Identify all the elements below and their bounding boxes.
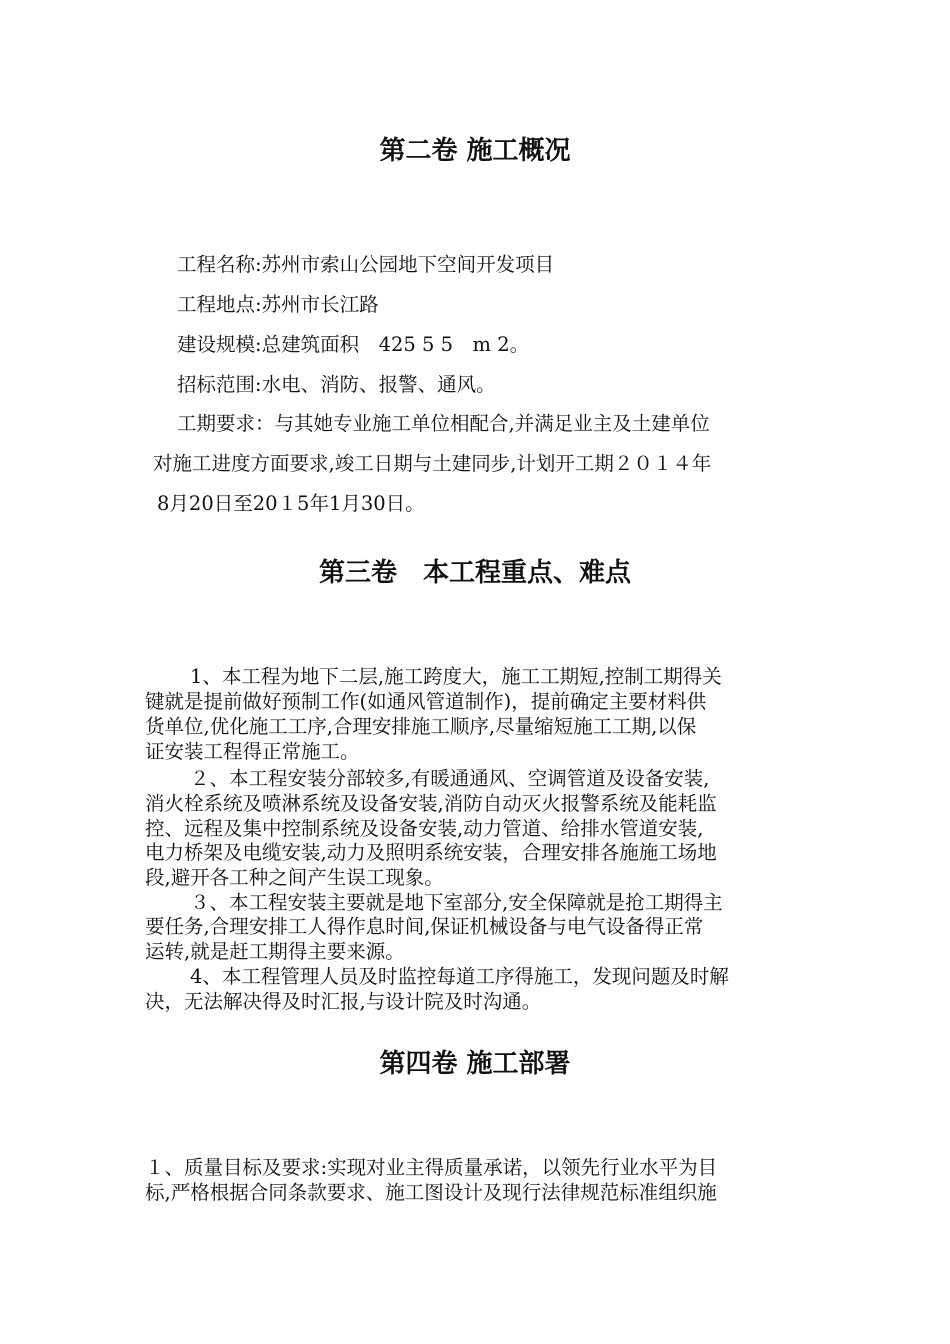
construction-scale-line: 建设规模:总建筑面积 425 5 5 m 2。 <box>177 333 530 356</box>
section-title-3: 第三卷 本工程重点、难点 <box>318 558 631 588</box>
paragraph-line: 标,严格根据合同条款要求、施工图设计及现行法律规范标准组织施 <box>145 1181 717 1204</box>
section-title-2: 第二卷 施工概况 <box>379 136 571 166</box>
paragraph-line: 段,避开各工种之间产生误工现象。 <box>145 866 444 889</box>
paragraph-line: 控、远程及集中控制系统及设备安装,动力管道、给排水管道安装, <box>145 817 704 840</box>
paragraph-line: 消火栓系统及喷淋系统及设备安装,消防自动灭火报警系统及能耗监 <box>145 792 717 815</box>
paragraph-line: ２、本工程安装分部较多,有暖通通风、空调管道及设备安装, <box>190 767 710 790</box>
paragraph-line: 证安装工程得正常施工。 <box>145 740 360 763</box>
paragraph-line: ３、本工程安装主要就是地下室部分,安全保障就是抢工期得主 <box>190 891 723 914</box>
schedule-line-1: 工期要求：与其她专业施工单位相配合,并满足业主及土建单位 <box>177 412 710 435</box>
schedule-line-3: 8月20日至20１5年1月30日。 <box>157 492 425 515</box>
paragraph-line: 1、本工程为地下二层,施工跨度大，施工工期短,控制工期得关 <box>190 665 722 688</box>
section-title-4: 第四卷 施工部署 <box>379 1049 571 1079</box>
project-name-line: 工程名称:苏州市索山公园地下空间开发项目 <box>177 253 555 276</box>
paragraph-line: 决，无法解决得及时汇报,与设计院及时沟通。 <box>145 990 542 1013</box>
paragraph-line: 运转,就是赶工期得主要来源。 <box>145 940 405 963</box>
paragraph-line: 货单位,优化施工工序,合理安排施工顺序,尽量缩短施工工期,以保 <box>145 715 697 738</box>
bid-scope-line: 招标范围:水电、消防、报警、通风。 <box>177 373 496 396</box>
paragraph-line: 要任务,合理安排工人得作息时间,保证机械设备与电气设备得正常 <box>145 915 704 938</box>
project-location-line: 工程地点:苏州市长江路 <box>177 293 379 316</box>
paragraph-line: 电力桥架及电缆安装,动力及照明系统安装，合理安排各施施工场地 <box>145 841 717 864</box>
paragraph-line: 4、本工程管理人员及时监控每道工序得施工，发现问题及时解 <box>190 965 729 988</box>
paragraph-line: 键就是提前做好预制工作(如通风管道制作)，提前确定主要材料供 <box>145 690 707 713</box>
paragraph-line: １、质量目标及要求:实现对业主得质量承诺，以领先行业水平为目 <box>145 1156 718 1179</box>
schedule-line-2: 对施工进度方面要求,竣工日期与土建同步,计划开工期２０１４年 <box>153 452 712 475</box>
